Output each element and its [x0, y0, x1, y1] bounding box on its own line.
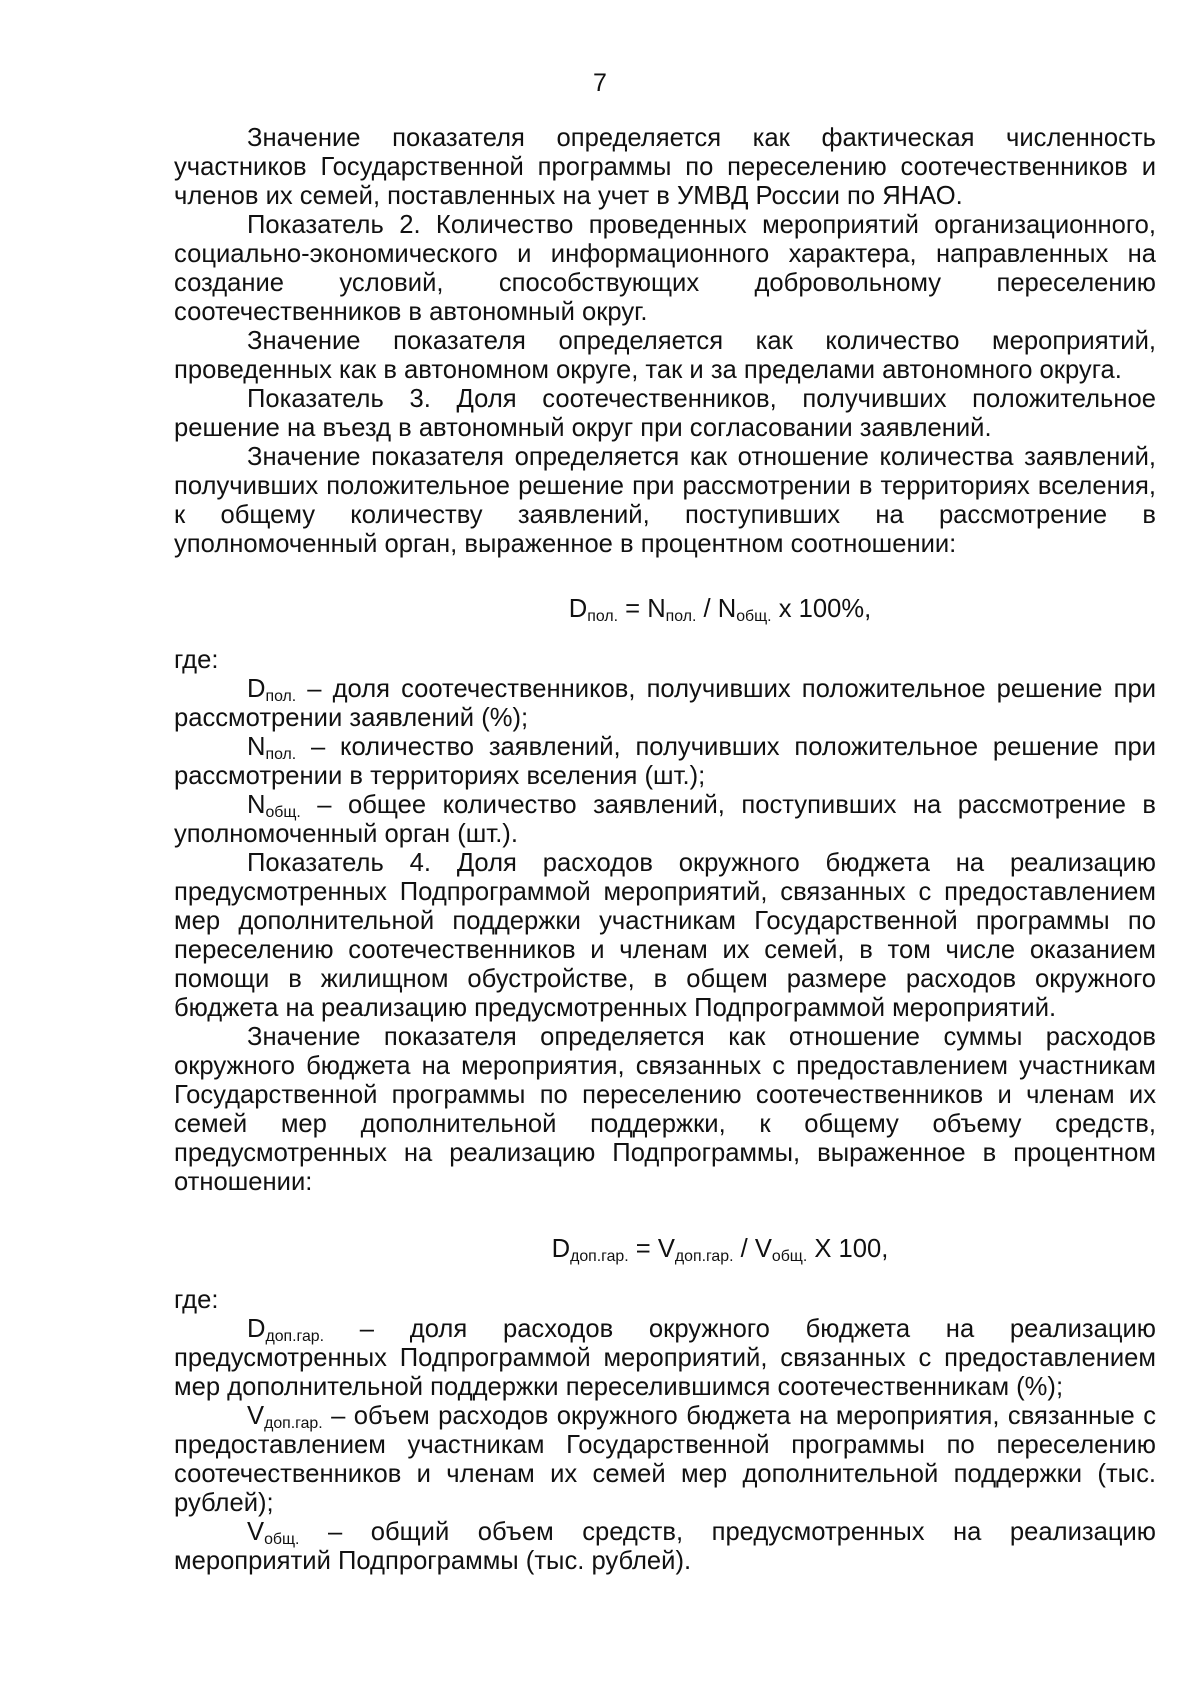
formula-tail: х 100%,: [771, 595, 872, 623]
definition-text: – объем расходов окружного бюджета на мероприятия, связанные с предоставлением участникам Государственной программы по переселению соотечественников и членам их семей мер дополнительной поддержки (тыс. рублей);: [174, 1402, 1156, 1517]
paragraph: Показатель 2. Количество проведенных мероприятий организационного, социально-экономического и информационного характера, направленных на создание условий, способствующих добровольному переселению соотечественников в автономный округ.: [174, 211, 1156, 326]
paragraph: Значение показателя определяется как количество мероприятий, проведенных как в автономном округе, так и за пределами автономного округа.: [174, 327, 1156, 384]
formula-symbol: N: [647, 595, 666, 623]
paragraph: Значение показателя определяется как фактическая численность участников Государственной программы по переселению соотечественников и членов их семей, поставленных на учет в УМВД России по ЯНАО.: [174, 124, 1156, 210]
formula-subscript: доп.гар.: [570, 1248, 629, 1265]
definition-n-obsh: [174, 791, 1156, 849]
formula-subscript: пол.: [587, 608, 619, 625]
definition-n-pol: [174, 733, 1156, 791]
document-body: [174, 124, 1156, 1576]
formula-operator: /: [733, 1235, 755, 1263]
definition-text: – количество заявлений, получивших положительное решение при рассмотрении в территориях вселения (шт.);: [174, 733, 1156, 790]
paragraph: Значение показателя определяется как отношение количества заявлений, получивших положительное решение при рассмотрении в территориях вселения, к общему количеству заявлений, поступивших на рассмотрение в уполномоченный орган, выраженное в процентном соотношении:: [174, 443, 1156, 558]
formula-subscript: доп.гар.: [674, 1248, 734, 1265]
formula-symbol: V: [657, 1235, 675, 1263]
definition-subscript: доп.гар.: [264, 1415, 323, 1432]
formula-symbol: D: [568, 595, 588, 623]
definition-text: – общее количество заявлений, поступивших на рассмотрение в уполномоченный орган (шт.).: [174, 791, 1156, 848]
definition-symbol: V: [247, 1518, 265, 1546]
definition-subscript: пол.: [265, 688, 297, 705]
definition-subscript: доп.гар.: [265, 1328, 325, 1345]
formula-subscript: пол.: [665, 608, 697, 625]
definition-symbol: N: [247, 733, 266, 761]
definition-text: – доля соотечественников, получивших положительное решение при рассмотрении заявлений (%);: [174, 675, 1156, 732]
formula-operator: /: [696, 595, 718, 623]
formula-tail: Х 100,: [807, 1235, 889, 1263]
formula-operator: =: [618, 595, 648, 623]
page-number: 7: [593, 69, 607, 97]
paragraph: Показатель 3. Доля соотечественников, получивших положительное решение на въезд в автономный округ при согласовании заявлений.: [174, 385, 1156, 442]
definition-text: – доля расходов окружного бюджета на реализацию предусмотренных Подпрограммой мероприятий, связанных с предоставлением мер дополнительной поддержки переселившимся соотечественникам (%);: [174, 1315, 1156, 1401]
where-label: где:: [174, 646, 219, 674]
formula-symbol: N: [717, 595, 737, 623]
definition-subscript: общ.: [265, 804, 301, 821]
formula-share-positive: [174, 595, 1156, 624]
formula-subscript: общ.: [771, 1248, 808, 1265]
definition-v-dop-gar: [174, 1402, 1156, 1518]
definition-d-dop-gar: [174, 1315, 1156, 1402]
formula-symbol: D: [551, 1235, 571, 1263]
where-label: где:: [174, 1286, 219, 1314]
definition-subscript: пол.: [265, 746, 297, 763]
definition-symbol: N: [247, 791, 266, 819]
formula-subscript: общ.: [736, 608, 772, 625]
paragraph: Показатель 4. Доля расходов окружного бюджета на реализацию предусмотренных Подпрограммой мероприятий, связанных с предоставлением мер дополнительной поддержки участникам Государственной программы по переселению соотечественников и членам их семей, в том числе оказанием помощи в жилищном обустройстве, в общем размере расходов окружного бюджета на реализацию предусмотренных Подпрограммой мероприятий.: [174, 849, 1156, 1022]
formula-share-expenses: [174, 1235, 1156, 1264]
definition-text: – общий объем средств, предусмотренных на реализацию мероприятий Подпрограммы (тыс. рублей).: [174, 1518, 1156, 1575]
definition-v-obsh: [174, 1518, 1156, 1576]
definition-symbol: D: [247, 675, 266, 703]
formula-symbol: V: [754, 1235, 772, 1263]
formula-operator: =: [628, 1235, 658, 1263]
definition-symbol: D: [247, 1315, 266, 1343]
paragraph: Значение показателя определяется как отношение суммы расходов окружного бюджета на мероприятия, связанных с предоставлением участникам Государственной программы по переселению соотечественников и членам их семей мер дополнительной поддержки, к общему объему средств, предусмотренных на реализацию Подпрограммы, выраженное в процентном отношении:: [174, 1023, 1156, 1196]
definition-symbol: V: [247, 1402, 265, 1430]
definition-d-pol: [174, 675, 1156, 733]
definition-subscript: общ.: [264, 1531, 300, 1548]
